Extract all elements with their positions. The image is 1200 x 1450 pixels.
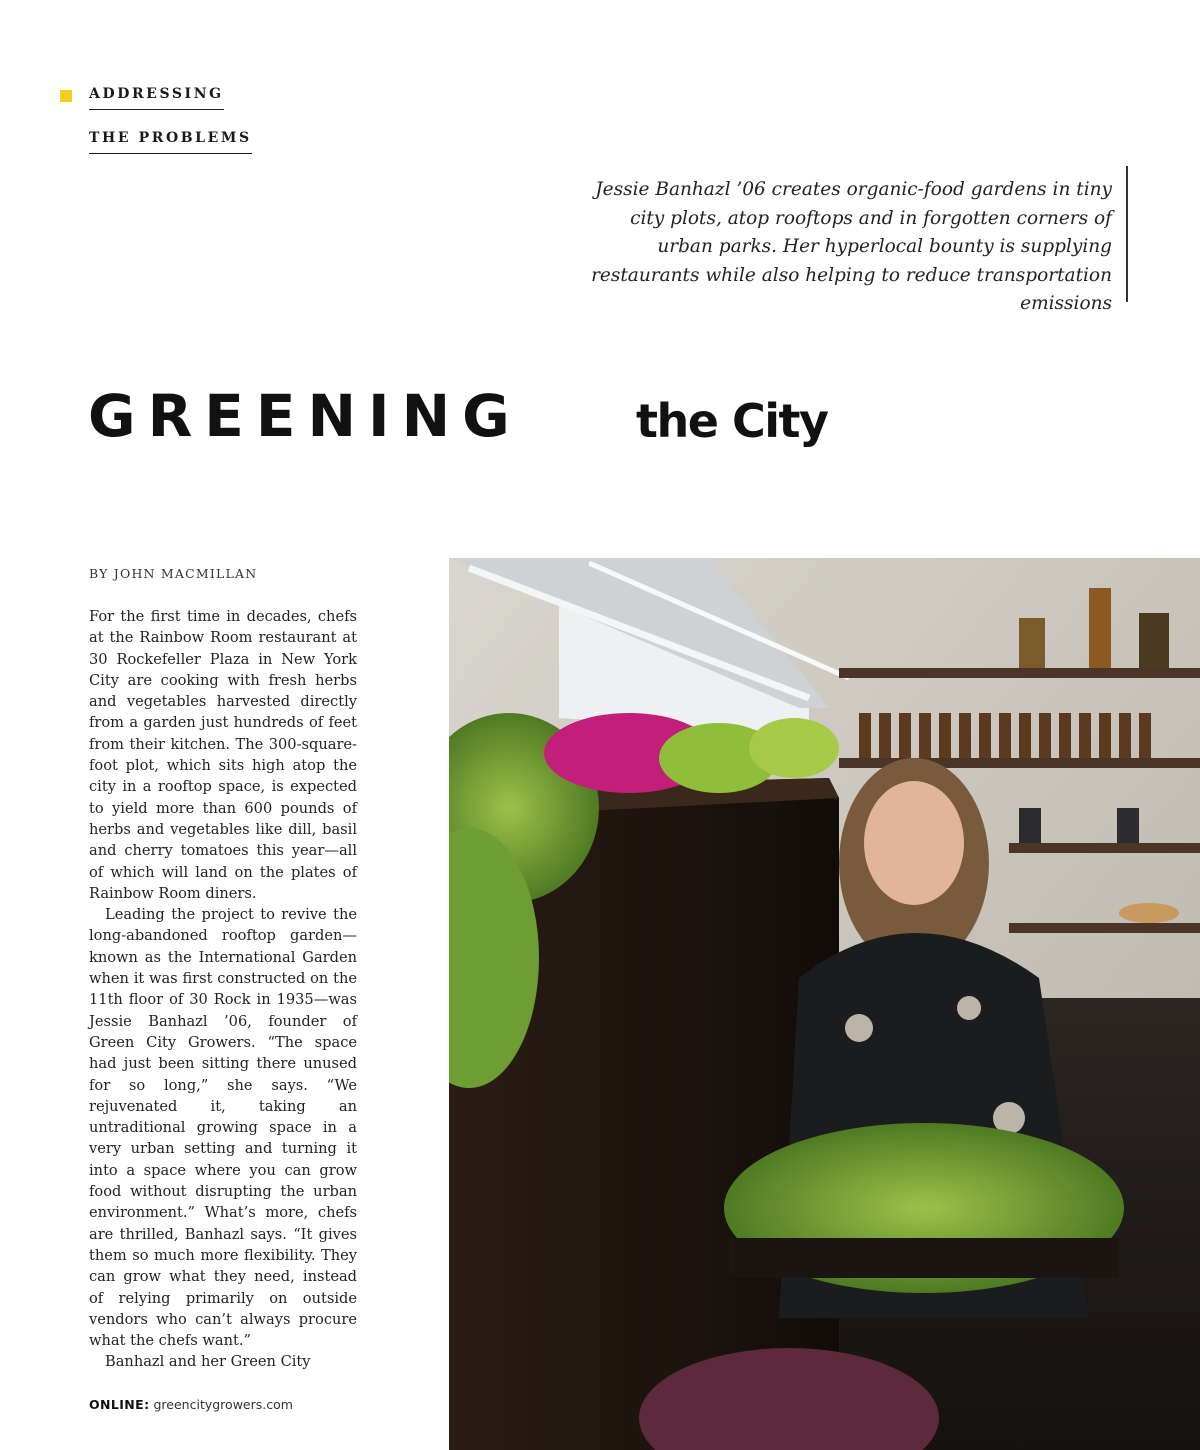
body-paragraph-2: Leading the project to revive the long-abandoned rooftop garden—known as the International Garden when it was first constructed on the 11th floor of 30 Rock in 1935—was Jessie Banhazl ’06, founder of Green City Growers. “The space had just been sitting there unused for so long,” she says. “We rejuvenated it, taking an untraditional growing space in a very urban setting and turning it into a space where you can grow food without disrupting the urban environment.” What’s more, chefs are thrilled, Banhazl says. “It gives them so much more flexibility. They can grow what they need, instead of relying primarily on outside vendors who can’t always procure what the chefs want.”	[89, 906, 357, 1350]
body-paragraph-3: Banhazl and her Green City	[105, 1353, 311, 1371]
section-tag-square-icon	[60, 90, 72, 102]
online-url[interactable]: greencitygrowers.com	[153, 1397, 293, 1412]
article-deck: Jessie Banhazl ’06 creates organic-food gardens in tiny city plots, atop rooftops and in forgotten corners of urban parks. Her hyperlocal bounty is supplying restaurants while also helping to reduce transportation emissions	[591, 179, 1112, 314]
section-tag-line-1: ADDRESSING	[89, 86, 224, 110]
article-photo	[449, 558, 1200, 1450]
body-paragraph-1: For the first time in decades, chefs at the Rainbow Room restaurant at 30 Rockefeller Plaza in New York City are cooking with fresh herbs and vegetables harvested directly from a garden just hundreds of feet from their kitchen. The 300-square-foot plot, which sits high atop the city in a rooftop space, is expected to yield more than 600 pounds of herbs and vegetables like dill, basil and cherry tomatoes this year—all of which will land on the plates of Rainbow Room diners.	[89, 608, 357, 902]
deck-vertical-rule	[1126, 166, 1128, 302]
section-tag-line-2: THE PROBLEMS	[89, 130, 252, 154]
headline-the-city: the City	[636, 394, 828, 448]
photo-woman-holding-microgreens-tray-icon	[449, 558, 1200, 1450]
article-body	[89, 606, 357, 1373]
online-label: ONLINE:	[89, 1397, 150, 1412]
online-link[interactable]	[89, 1397, 293, 1412]
headline-greening: GREENING	[88, 382, 522, 450]
byline: BY JOHN MACMILLAN	[89, 566, 258, 581]
